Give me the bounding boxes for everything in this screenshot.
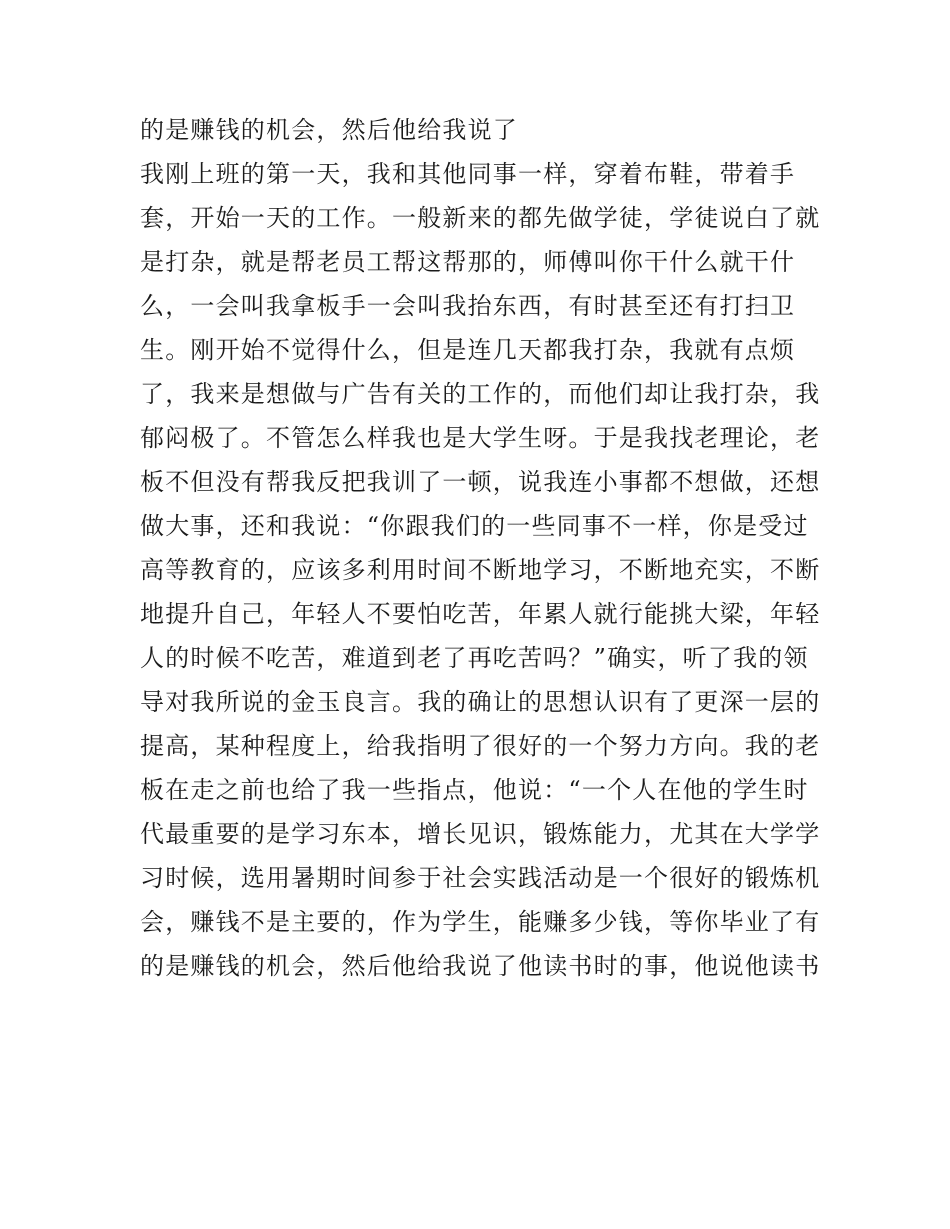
- text-line-6: 生。刚开始不觉得什么，但是连几天都我打杂，我就有点烦: [140, 336, 796, 364]
- text-line-4: 是打杂，就是帮老员工帮这帮那的，师傅叫你干什么就干什: [140, 248, 796, 276]
- text-line-8: 郁闷极了。不管怎么样我也是大学生呀。于是我找老理论，老: [140, 424, 821, 452]
- text-line-20: 的是赚钱的机会，然后他给我说了他读书时的事，他说他读书: [140, 952, 821, 980]
- body-text: [140, 108, 820, 988]
- text-line-10: 做大事，还和我说：“你跟我们的一些同事不一样，你是受过: [140, 512, 809, 540]
- text-line-2: 我刚上班的第一天，我和其他同事一样，穿着布鞋，带着手: [140, 160, 796, 188]
- text-line-18: 习时候，选用暑期时间参于社会实践活动是一个很好的锻炼机: [140, 864, 821, 892]
- text-line-7: 了，我来是想做与广告有关的工作的，而他们却让我打杂，我: [140, 380, 821, 408]
- text-line-14: 导对我所说的金玉良言。我的确让的思想认识有了更深一层的: [140, 688, 821, 716]
- text-line-9: 板不但没有帮我反把我训了一顿，说我连小事都不想做，还想: [140, 468, 821, 496]
- text-line-15: 提高，某种程度上，给我指明了很好的一个努力方向。我的老: [140, 732, 821, 760]
- text-line-19: 会，赚钱不是主要的，作为学生，能赚多少钱，等你毕业了有: [140, 908, 821, 936]
- text-line-13: 人的时候不吃苦，难道到老了再吃苦吗？”确实，听了我的领: [140, 644, 809, 672]
- text-line-17: 代最重要的是学习东本，增长见识，锻炼能力，尤其在大学学: [140, 820, 821, 848]
- text-line-11: 高等教育的，应该多利用时间不断地学习，不断地充实，不断: [140, 556, 821, 584]
- text-line-5: 么，一会叫我拿板手一会叫我抬东西，有时甚至还有打扫卫: [140, 292, 796, 320]
- text-line-3: 套，开始一天的工作。一般新来的都先做学徒，学徒说白了就: [140, 204, 821, 232]
- text-line-1: 的是赚钱的机会，然后他给我说了: [140, 116, 518, 144]
- text-line-16: 板在走之前也给了我一些指点，他说：“一个人在他的学生时: [140, 776, 809, 804]
- text-line-12: 地提升自己，年轻人不要怕吃苦，年累人就行能挑大梁，年轻: [140, 600, 821, 628]
